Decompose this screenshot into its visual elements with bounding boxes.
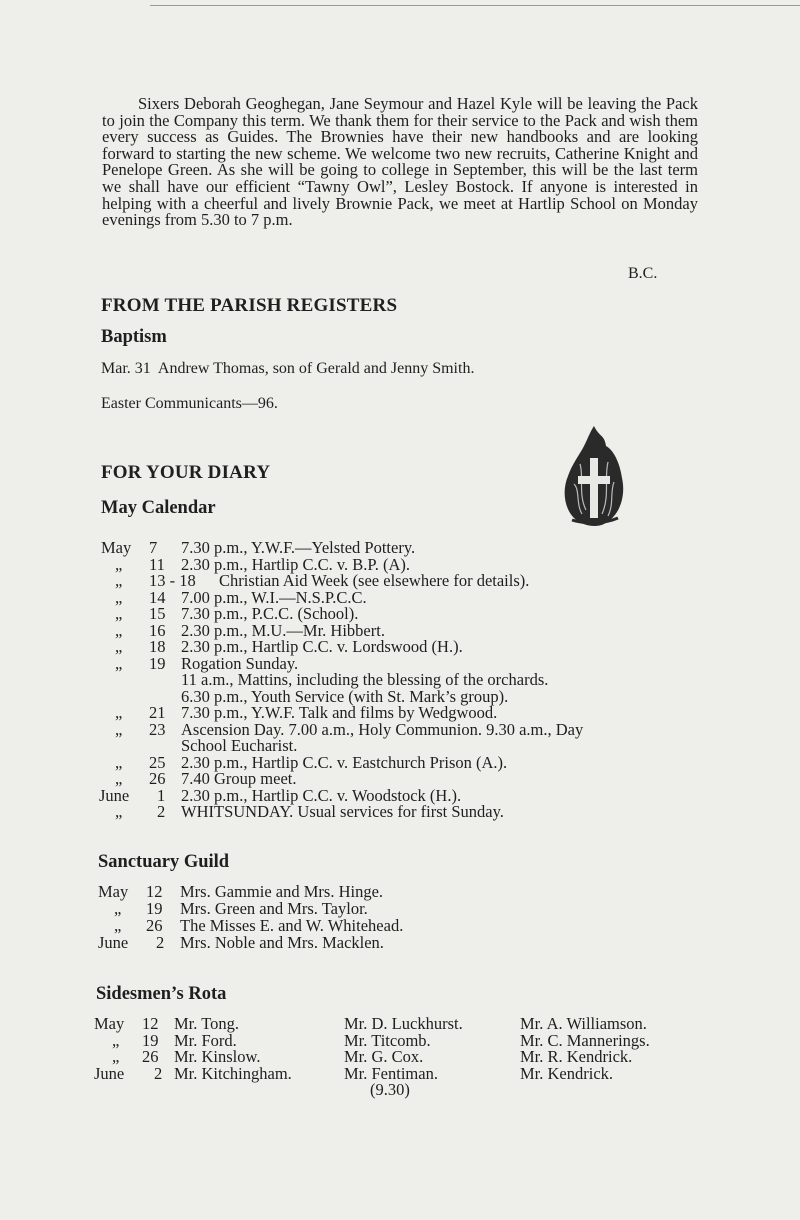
calendar-row: „ 23 Ascension Day. 7.00 a.m., Holy Communion. 9.30 a.m., Day (115, 719, 584, 739)
rota-row: May 12 Mr. Tong. Mr. D. Luckhurst. Mr. A. Williamson. (94, 1014, 647, 1033)
guild-row: May 12 Mrs. Gammie and Mrs. Hinge. (98, 882, 384, 901)
calendar-row: „ 25 2.30 p.m., Hartlip C.C. v. Eastchurch Prison (A.). (115, 752, 508, 772)
diary-heading: FOR YOUR DIARY (101, 462, 271, 483)
sanctuary-heading: Sanctuary Guild (98, 852, 230, 872)
calendar-row: 11 a.m., Mattins, including the blessing of the orchards. (181, 670, 549, 689)
guild-row: „ 26 The Misses E. and W. Whitehead. (114, 916, 404, 935)
calendar-row: „ 19 Rogation Sunday. (115, 653, 299, 673)
rota-note: (9.30) (370, 1080, 410, 1099)
baptism-entry: Mar. 31 Andrew Thomas, son of Gerald and Jenny Smith. (101, 360, 475, 377)
registers-heading: FROM THE PARISH REGISTERS (101, 295, 398, 316)
sidesmen-heading: Sidesmen’s Rota (96, 984, 227, 1004)
calendar-heading: May Calendar (101, 498, 216, 518)
calendar-row: „ 11 2.30 p.m., Hartlip C.C. v. B.P. (A). (115, 554, 411, 574)
calendar-row: „ 2 WHITSUNDAY. Usual services for first Sunday. (115, 802, 504, 821)
flame-cross-emblem (560, 424, 628, 528)
rota-row: „ 19 Mr. Ford. Mr. Titcomb. Mr. C. Mannerings. (112, 1030, 650, 1050)
calendar-row: „ 26 7.40 Group meet. (115, 769, 297, 788)
rota-row: June 2 Mr. Kitchingham. Mr. Fentiman. Mr. Kendrick. (94, 1063, 614, 1083)
sidesmen-rota (94, 1016, 714, 1099)
calendar-row: „ 18 2.30 p.m., Hartlip C.C. v. Lordswood (H.). (115, 637, 463, 656)
brownies-paragraph: Sixers Deborah Geoghegan, Jane Seymour and Hazel Kyle will be leaving the Pack to join the Company this term. We thank them for their service to the Pack and wish them every success as Guides. The Brownies have their new handbooks and are looking forward to starting the new scheme. We welcome two new recruits, Catherine Knight and Penelope Green. As she will be going to college in September, this will be the last term we shall have our efficient “Tawny Owl”, Lesley Bostock. If anyone is interested in helping with a cheerful and lively Brownie Pack, we meet at Hartlip School on Monday evenings from 5.30 to 7 p.m. (102, 94, 698, 230)
baptism-heading: Baptism (101, 327, 167, 347)
calendar-row: „ 13 - 18 Christian Aid Week (see elsewhere for details). (115, 571, 530, 590)
calendar-row: „ 21 7.30 p.m., Y.W.F. Talk and films by Wedgwood. (115, 703, 498, 722)
calendar-row: May 7 7.30 p.m., Y.W.F.—Yelsted Pottery. (101, 538, 416, 557)
may-calendar (101, 540, 721, 821)
calendar-row: School Eucharist. (181, 736, 298, 755)
rota-row: „ 26 Mr. Kinslow. Mr. G. Cox. Mr. R. Kendrick. (112, 1047, 633, 1066)
guild-row: June 2 Mrs. Noble and Mrs. Macklen. (98, 933, 384, 952)
signature: B.C. (628, 265, 658, 282)
sanctuary-guild-list (98, 883, 403, 951)
guild-row: „ 19 Mrs. Green and Mrs. Taylor. (114, 899, 368, 918)
calendar-row: „ 16 2.30 p.m., M.U.—Mr. Hibbert. (115, 620, 385, 640)
calendar-row: June 1 2.30 p.m., Hartlip C.C. v. Woodstock (H.). (99, 785, 462, 805)
calendar-row: 6.30 p.m., Youth Service (with St. Mark’s group). (181, 686, 509, 706)
communicants-line: Easter Communicants—96. (101, 395, 278, 412)
calendar-row: „ 15 7.30 p.m., P.C.C. (School). (115, 604, 359, 623)
top-rule (150, 5, 800, 6)
calendar-row: „ 14 7.00 p.m., W.I.—N.S.P.C.C. (115, 587, 367, 607)
